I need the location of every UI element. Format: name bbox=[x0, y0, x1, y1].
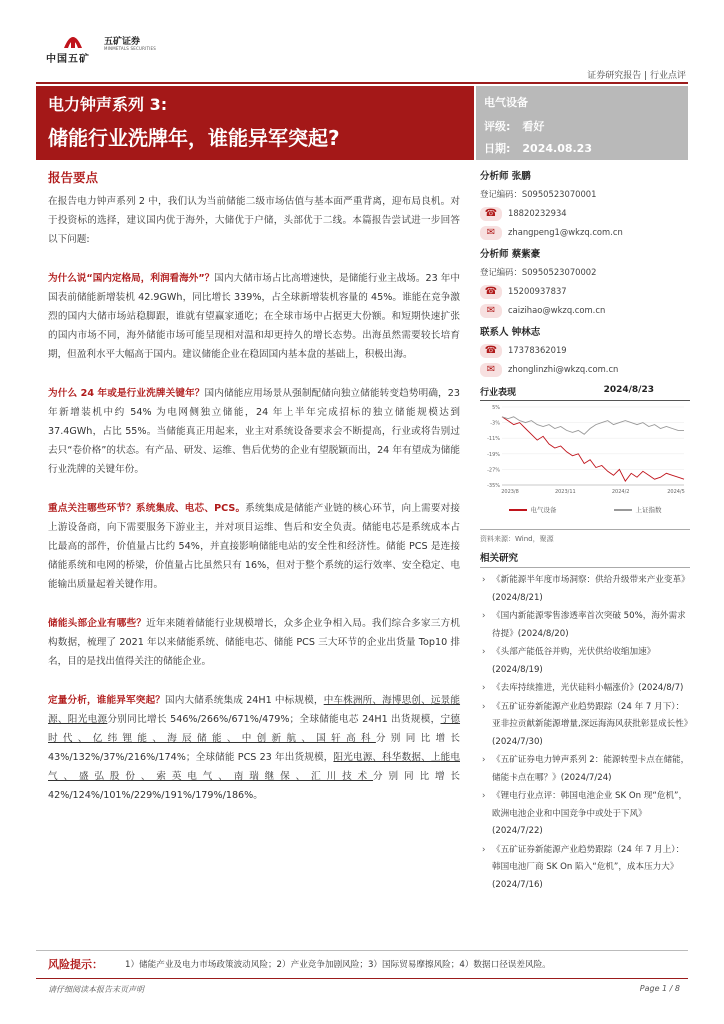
securities-name: 五矿证券 bbox=[104, 37, 141, 47]
paragraph-text: 国内储能应用场景从强制配储向独立储能转变趋势明确，23 年新增装机中约 54% 为电网侧独立储能，24 年上半年完成招标的独立储能规模达到 37.4GWh，占比 55%。当储能真正用起来，业主对系统设备要求会不断提高，行业或将告别过去只“卷价格”的状态。有产品、研发、运维、售后优势的企业有望脱颖而出，24 年有望成为储能行业洗牌的关键年份。 bbox=[48, 388, 460, 475]
related-item[interactable]: › 《新能源半年度市场洞察：供给升级带来产业变革》(2024/8/21) bbox=[480, 572, 690, 607]
paragraph-lead: 为什么 24 年或是行业洗牌关键年？ bbox=[48, 388, 205, 399]
report-type: 证券研究报告 | 行业点评 bbox=[587, 71, 686, 81]
quant-text: 分别同比增长 546%/266%/671%/479%；全球储能电芯 24H1 出货规模， bbox=[107, 714, 441, 725]
contact-email[interactable]: zhonglinzhi@wkzq.com.cn bbox=[508, 364, 619, 374]
rating-row bbox=[484, 118, 544, 134]
related-item[interactable]: › 《去库持续推进，光伏硅料小幅涨价》(2024/8/7) bbox=[480, 680, 690, 698]
y-tick-label: -3% bbox=[490, 420, 500, 427]
summary-paragraph bbox=[48, 499, 460, 594]
analyst-email[interactable]: caizihao@wkzq.com.cn bbox=[508, 305, 606, 315]
y-tick-label: -35% bbox=[487, 483, 500, 489]
footer-disclaimer: 请仔细阅读本报告末页声明 bbox=[48, 985, 144, 994]
company-list: 阳光电源、科华数据、上能电气、盛弘股份、索英电气、南瑞继保、汇川技术 bbox=[48, 752, 460, 782]
chart-source: 资料来源：Wind，聚源 bbox=[480, 529, 690, 544]
legend-swatch bbox=[614, 509, 632, 511]
securities-name-en: MINMETALS SECURITIES bbox=[104, 46, 156, 51]
info-panel bbox=[476, 86, 688, 160]
summary-heading: 报告要点 bbox=[48, 170, 99, 185]
analyst-block bbox=[480, 246, 690, 320]
footer-divider bbox=[36, 978, 688, 979]
analyst-block bbox=[480, 168, 690, 242]
rating-value: 看好 bbox=[522, 120, 545, 133]
title-band bbox=[36, 86, 474, 160]
company-list: 中车株洲所、海博思创、远景能源、阳光电源 bbox=[48, 695, 461, 725]
summary-section bbox=[48, 168, 460, 825]
analyst-phone-row bbox=[480, 282, 690, 301]
y-tick-label: 5% bbox=[492, 405, 500, 411]
contact-block bbox=[480, 324, 690, 379]
paragraph-lead: 定量分析，谁能异军突起？ bbox=[48, 695, 165, 706]
email-icon: ✉ bbox=[480, 363, 502, 377]
email-icon: ✉ bbox=[480, 304, 502, 318]
legend-label: 电气设备 bbox=[530, 506, 557, 514]
legend-item bbox=[509, 505, 557, 514]
analyst-name: 分析师 蔡紫豪 bbox=[480, 249, 541, 260]
performance-label: 行业表现 bbox=[480, 388, 517, 398]
email-icon: ✉ bbox=[480, 226, 502, 240]
summary-paragraph bbox=[48, 384, 460, 479]
paragraph-text: 系统集成是储能产业链的核心环节，向上需要对接上游设备商，向下需要服务下游业主，并对项目运维、售后和安全负责。储能电芯是系统成本占比最高的部件，价值量占比约 54%，并直接影响储能电站的安全性和经济性。储能 PCS 是连接储能系统和电网的桥梁，价值量占比虽然只有 16%，但对于整个系统的运行效率、安全稳定、电能输出质量起着关键作用。 bbox=[48, 503, 460, 590]
date-row bbox=[484, 140, 592, 156]
paragraph-lead: 重点关注哪些环节？系统集成、电芯、PCS。 bbox=[48, 503, 246, 514]
analyst-reg: 登记编码：S0950523070002 bbox=[480, 267, 597, 277]
related-item[interactable]: › 《头部产能低谷并购，光伏供给收缩加速》(2024/8/19) bbox=[480, 644, 690, 679]
risk-divider bbox=[36, 950, 688, 951]
company-logo bbox=[36, 28, 156, 70]
related-list bbox=[480, 572, 690, 894]
related-item[interactable]: › 《锂电行业点评：韩国电池企业 SK On 现“危机”，欧洲电池企业和中国竞争中或处于下风》(2024/7/22) bbox=[480, 788, 690, 841]
related-item[interactable]: › 《五矿证券电力钟声系列 2：能源转型卡点在储能，储能卡点在哪？》(2024/7/24) bbox=[480, 752, 690, 787]
chart-legend bbox=[480, 505, 690, 514]
paragraph-lead: 为什么说“国内定格局，利润看海外”？ bbox=[48, 273, 215, 284]
phone-icon: ☎ bbox=[480, 207, 502, 221]
phone-icon: ☎ bbox=[480, 344, 502, 358]
paragraph-text: 国内大储市场占比高增速快，是储能行业主战场。23 年中国表前储能新增装机 42.9GWh，同比增长 339%，占全球新增装机容量的 45%。谁能在竞争激烈的国内大储市场站稳脚跟，谁就有望赢家通吃；在全球市场中占据更大份额。和短期快速扩张的国内市场不同，海外储能市场可能呈现相对温和却更持久的增长态势。出海虽然需要较长培育期，但盈利水平大幅高于国内。建议储能企业在稳固国内基本盘的基础上，积极出海。 bbox=[48, 273, 460, 360]
x-tick-label: 2023/8 bbox=[501, 489, 519, 495]
analyst-phone: 18820232934 bbox=[508, 208, 567, 218]
performance-header bbox=[480, 385, 690, 401]
series-title: 电力钟声系列 3: bbox=[48, 95, 168, 114]
contact-email-row bbox=[480, 360, 690, 379]
y-tick-label: -27% bbox=[487, 467, 500, 474]
paragraph-lead: 储能头部企业有哪些？ bbox=[48, 618, 147, 629]
risk-section bbox=[48, 956, 551, 972]
contact-name: 联系人 钟林志 bbox=[480, 327, 541, 338]
quant-text: 分别同比增长 43%/132%/37%/216%/174%；全球储能 PCS 23 年出货规模， bbox=[48, 733, 461, 763]
quant-text: 国内大储系统集成 24H1 中标规模， bbox=[165, 695, 324, 706]
y-tick-label: -11% bbox=[487, 436, 500, 443]
legend-label: 上证指数 bbox=[635, 506, 662, 514]
legend-item bbox=[614, 505, 662, 514]
rating-label: 评级: bbox=[484, 120, 511, 133]
quant-text: 分别同比增长 42%/124%/101%/229%/191%/179%/186%。 bbox=[48, 771, 461, 801]
performance-date: 2024/8/23 bbox=[603, 385, 654, 395]
related-item[interactable]: › 《五矿证券新能源产业趋势跟踪（24 年 7 月下）：亚非拉贡献新能源增量,深远海海风获批彰显成长性》(2024/7/30) bbox=[480, 699, 690, 752]
header-divider bbox=[36, 82, 688, 84]
company-list: 宁德时代、亿纬锂能、海辰储能、中创新航、国轩高科 bbox=[48, 714, 461, 744]
page-title: 储能行业洗牌年，谁能异军突起? bbox=[48, 126, 340, 150]
x-tick-label: 2024/5 bbox=[667, 489, 685, 495]
analyst-email[interactable]: zhangpeng1@wkzq.com.cn bbox=[508, 227, 623, 237]
date-value: 2024.08.23 bbox=[522, 142, 592, 155]
analyst-phone-row bbox=[480, 204, 690, 223]
analyst-email-row bbox=[480, 223, 690, 242]
risk-label: 风险提示： bbox=[48, 958, 103, 971]
group-name: 中国五矿 bbox=[46, 54, 90, 65]
summary-paragraph bbox=[48, 192, 460, 249]
analyst-phone: 15200937837 bbox=[508, 286, 567, 296]
performance-chart-svg bbox=[480, 401, 690, 499]
minmetals-logo-icon bbox=[62, 28, 84, 50]
x-tick-label: 2023/11 bbox=[554, 489, 576, 495]
date-label: 日期: bbox=[484, 142, 511, 155]
paragraph-text: 近年来随着储能行业规模增长，众多企业争相入局。我们综合多家三方机构数据，梳理了 2021 年以来储能系统、储能电芯、储能 PCS 三大环节的企业出货量 Top10 排名，目的是找出值得关注的储能企业。 bbox=[48, 618, 461, 667]
performance-chart bbox=[480, 401, 690, 519]
related-item[interactable]: › 《五矿证券新能源产业趋势跟踪（24 年 7 月上）：韩国电池厂商 SK On 陷入“危机”，成本压力大》(2024/7/16) bbox=[480, 842, 690, 895]
analyst-email-row bbox=[480, 301, 690, 320]
analyst-name: 分析师 张鹏 bbox=[480, 171, 531, 182]
phone-icon: ☎ bbox=[480, 285, 502, 299]
summary-paragraph bbox=[48, 614, 460, 671]
x-tick-label: 2024/2 bbox=[611, 489, 630, 495]
contact-phone: 17378362019 bbox=[508, 345, 567, 355]
paragraph-text: 在报告电力钟声系列 2 中，我们认为当前储能二级市场估值与基本面严重背离，迎布局良机。对于投资标的选择，建议国内优于海外，大储优于户储，头部优于二线。本篇报告尝试进一步回答以下问题: bbox=[48, 196, 460, 245]
sidebar bbox=[480, 168, 690, 895]
contact-phone-row bbox=[480, 341, 690, 360]
risk-text: 1）储能产业及电力市场政策波动风险；2）产业竞争加剧风险；3）国际贸易摩擦风险；4）数据口径误差风险。 bbox=[125, 960, 551, 970]
summary-paragraph bbox=[48, 269, 460, 364]
related-heading: 相关研究 bbox=[480, 550, 690, 568]
related-item[interactable]: › 《国内新能源零售渗透率首次突破 50%，海外需求待提》(2024/8/20) bbox=[480, 608, 690, 643]
sector-label: 电气设备 bbox=[484, 96, 528, 109]
y-tick-label: -19% bbox=[487, 451, 500, 458]
legend-swatch bbox=[509, 509, 527, 511]
page-number: Page 1 / 8 bbox=[639, 984, 680, 993]
analyst-reg: 登记编码：S0950523070001 bbox=[480, 189, 597, 199]
quant-paragraph bbox=[48, 691, 460, 805]
